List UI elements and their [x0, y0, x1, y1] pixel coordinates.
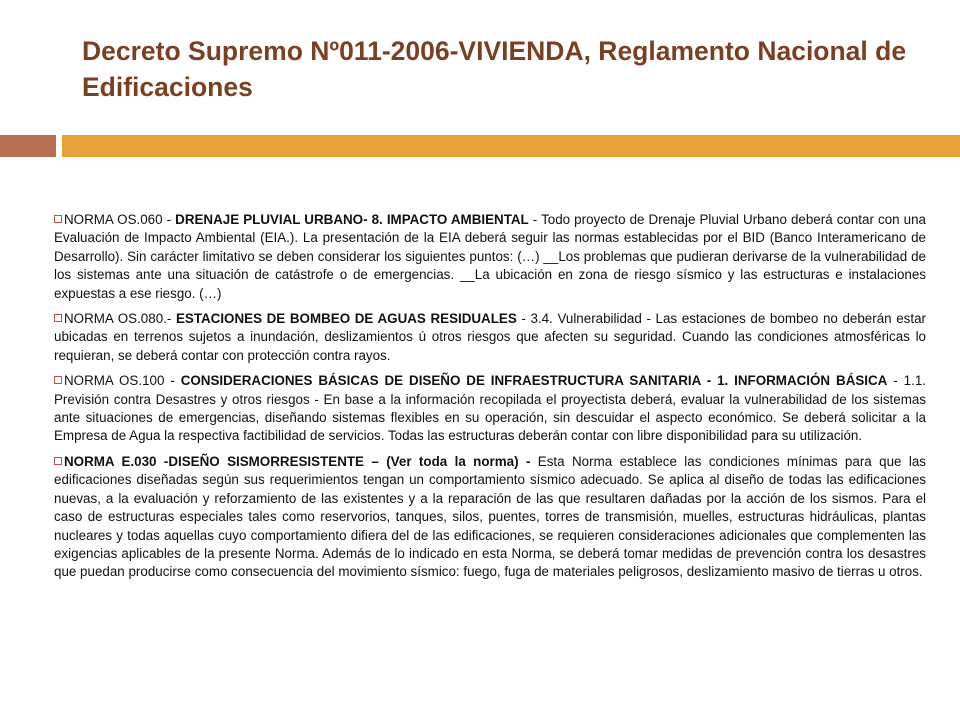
paragraph-heading: ESTACIONES DE BOMBEO DE AGUAS RESIDUALES [175, 311, 517, 327]
paragraph-text: - Todo proyecto de Drenaje Pluvial Urbano deberá contar con una Evaluación de Impacto Ambiental (EIA.). La presentación de la EIA deberá seguir las normas establecidas por el BID (Banco Interamericano de Desarrollo). Sin carácter limitativo se deben considerar los siguientes puntos: (…) __Los problemas que pudieran derivarse de la vulnerabilidad de los sistemas ante una situación de catástrofe o de emergencias. __La ubicación en zona de riesgo sísmico y las estructuras e instalaciones expuestas a ese riesgo. (…) [54, 212, 926, 301]
paragraph-os080 [54, 310, 926, 365]
square-bullet-icon [54, 457, 62, 465]
paragraph-os060 [54, 211, 926, 303]
slide-title: Decreto Supremo Nº011-2006-VIVIENDA, Reglamento Nacional de Edificaciones [82, 36, 907, 102]
paragraph-text: - 3.4. Vulnerabilidad - Las estaciones de bombeo no deberán estar ubicadas en terrenos sujetos a inundación, deslizamientos ú otros riesgos que afecten su seguridad. Cuando las condiciones atmosféricas lo requieran, se deberá contar con protección contra rayos. [54, 311, 926, 363]
paragraph-prefix: NORMA OS.080.- [64, 311, 176, 327]
paragraph-heading: CONSIDERACIONES BÁSICAS DE DISEÑO DE INFRAESTRUCTURA SANITARIA - 1. INFORMACIÓN BÁSICA [180, 373, 888, 389]
square-bullet-icon [54, 314, 62, 322]
paragraph-heading: DRENAJE PLUVIAL URBANO- 8. IMPACTO AMBIENTAL [175, 212, 529, 227]
paragraph-text: - 1.1. Previsión contra Desastres y otros riesgos - En base a la información recopilada el proyectista deberá, evaluar la vulnerabilidad de los sistemas ante situaciones de emergencias, diseñando sistemas flexibles en su operación, sin descuidar el aspecto económico. Se deberá solicitar a la Empresa de Agua la respectiva factibilidad de servicios. Todas las estructuras deberán contar con libre disponibilidad para su utilización. [54, 373, 926, 444]
content-body [54, 211, 926, 589]
paragraph-e030 [54, 453, 926, 582]
paragraph-prefix: NORMA OS.100 - [64, 373, 181, 389]
paragraph-prefix: NORMA OS.060 - [64, 212, 176, 227]
square-bullet-icon [54, 215, 62, 223]
accent-bar-left [0, 135, 56, 157]
square-bullet-icon [54, 376, 62, 384]
paragraph-heading: NORMA E.030 -DISEÑO SISMORRESISTENTE – (Ver toda la norma) - [64, 453, 531, 469]
paragraph-os100 [54, 372, 926, 446]
paragraph-text: Esta Norma establece las condiciones mínimas para que las edificaciones diseñadas según sus requerimientos tengan un comportamiento sísmico adecuado. Se aplica al diseño de todas las edificaciones nuevas, a la evaluación y reforzamiento de las existentes y a la reparación de las que resultaren dañadas por la acción de los sismos. Para el caso de estructuras especiales tales como reservorios, tanques, silos, puentes, torres de transmisión, muelles, estructuras hidráulicas, plantas nucleares y todas aquellas cuyo comportamiento difiera del de las edificaciones, se requieren consideraciones adicionales que complementen las exigencias aplicables de la presente Norma. Además de lo indicado en esta Norma, se deberá tomar medidas de prevención contra los desastres que puedan producirse como consecuencia del movimiento sísmico: fuego, fuga de materiales peligrosos, deslizamiento masivo de tierras u otros. [54, 453, 926, 580]
accent-bar-right [62, 135, 960, 157]
